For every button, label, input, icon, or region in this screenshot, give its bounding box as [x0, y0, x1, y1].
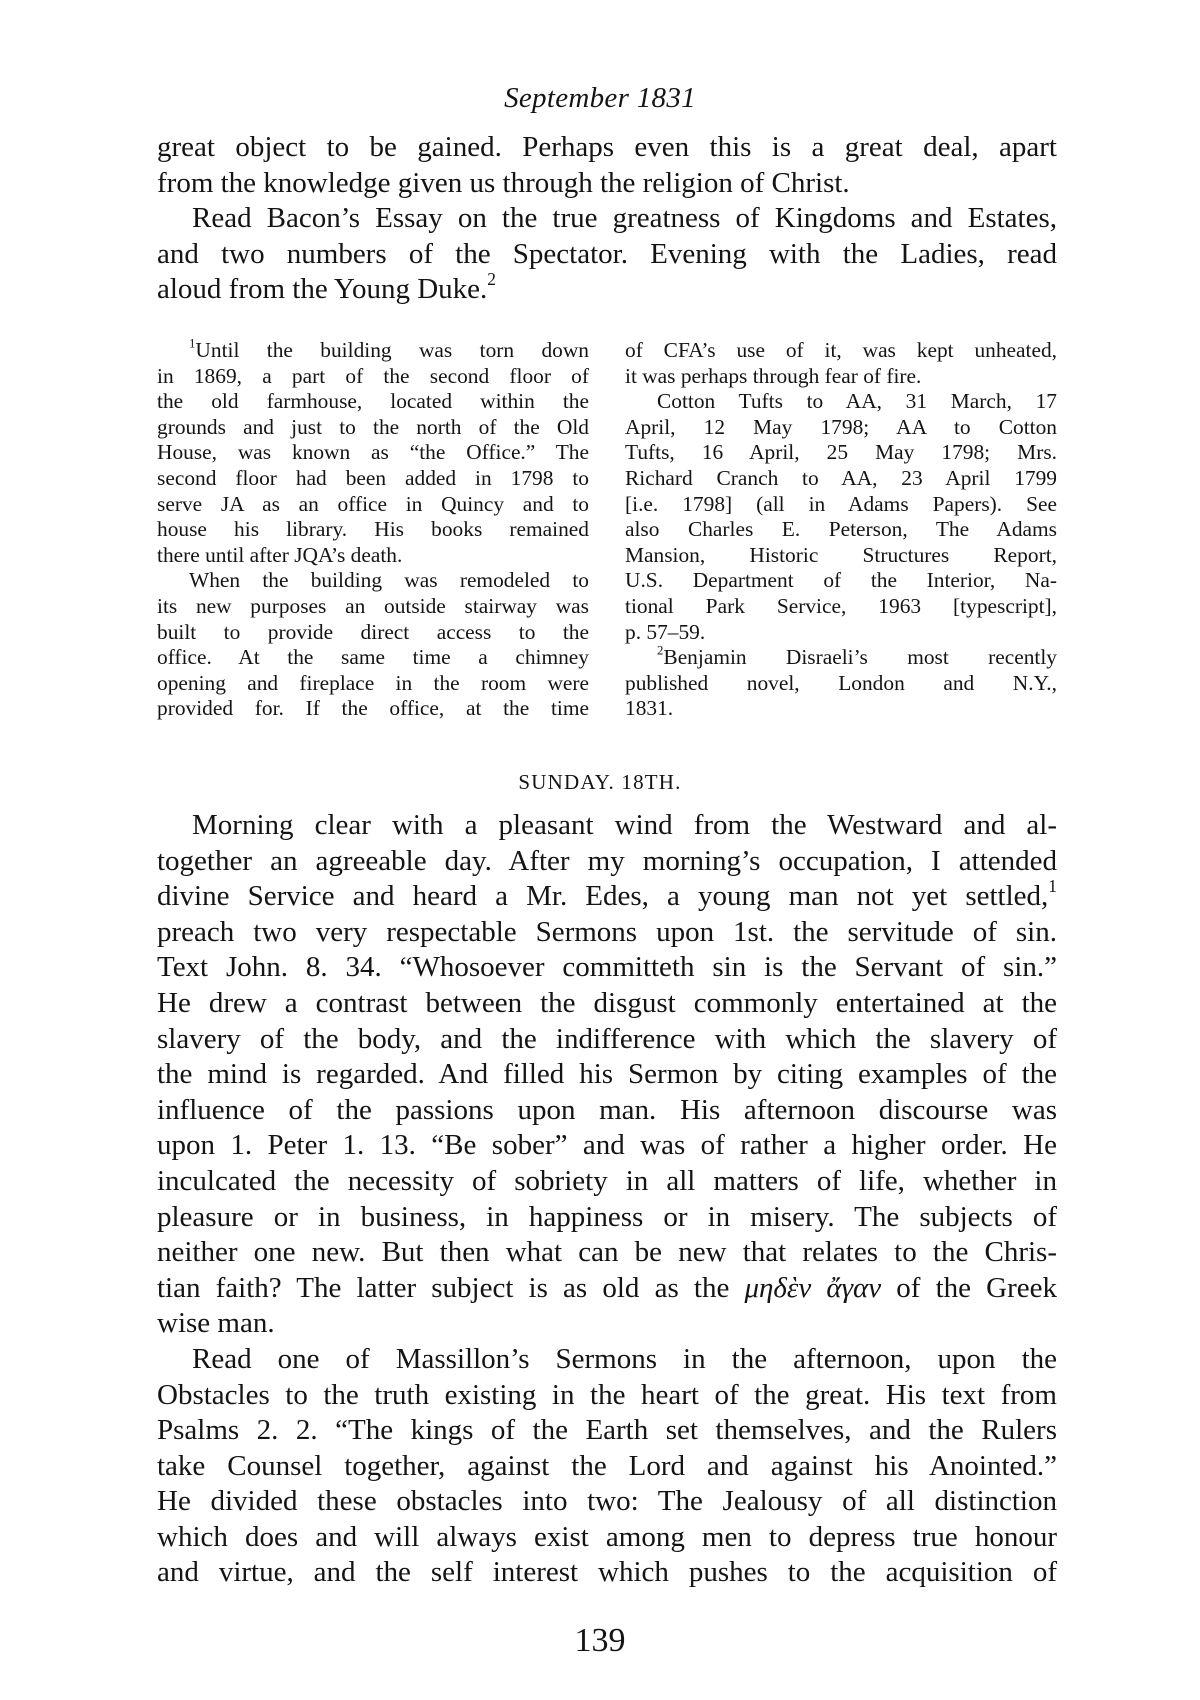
text-line [157, 876, 1057, 915]
text-line: preach two very respectable Sermons upon 1st. the servitude of sin. [157, 915, 1057, 948]
footnote-line: office. At the same time a chimney [157, 645, 589, 670]
page-number: 139 [574, 1622, 626, 1659]
text-line: Text John. 8. 34. “Whosoever committeth sin is the Servant of sin.” [157, 951, 1057, 984]
text-line-content: aloud from the Young Duke. [157, 273, 488, 306]
footnote-line: serve JA as an office in Quincy and to [157, 491, 589, 516]
footnote-line: [i.e. 1798] (all in Adams Papers). See [625, 491, 1057, 516]
footnote-line: When the building was remodeled to [189, 568, 589, 593]
footnote-line-content: Benjamin Disraeli’s most recently [663, 645, 1057, 670]
footnote-line: House, was known as “the Office.” The [157, 440, 589, 465]
text-line: wise man. [157, 1307, 275, 1340]
text-line: Obstacles to the truth existing in the heart of the great. His text from [157, 1378, 1057, 1411]
text-line: Morning clear with a pleasant wind from the Westward and al- [192, 809, 1057, 841]
footnote-line: it was perhaps through fear of fire. [625, 363, 922, 388]
footnote-line: Mansion, Historic Structures Report, [625, 542, 1057, 567]
text-line: neither one new. But then what can be new that relates to the Chris- [157, 1236, 1057, 1269]
footnote-line: in 1869, a part of the second floor of [157, 363, 589, 388]
text-line: Read one of Massillon’s Sermons in the afternoon, upon the [192, 1342, 1057, 1375]
text-line: which does and will always exist among men to depress true honour [157, 1520, 1057, 1553]
text-line [157, 269, 1057, 308]
footnote-line: grounds and just to the north of the Old [157, 414, 589, 439]
footnote-line [625, 645, 1057, 671]
text-line-content: tian faith? The latter subject is as old as the [157, 1271, 730, 1304]
footnote-line: U.S. Department of the Interior, Na- [625, 568, 1057, 593]
footnote-line: 1831. [625, 696, 674, 721]
entry-body [157, 808, 1057, 1591]
running-head: September 1831 [504, 82, 696, 114]
text-line: He divided these obstacles into two: The Jealousy of all distinction [157, 1485, 1057, 1518]
footnote-line: provided for. If the office, at the time [157, 696, 589, 721]
footnote-marker: 2 [657, 643, 664, 658]
greek-phrase: μηδὲν ἄγαν [744, 1271, 882, 1304]
text-line: from the knowledge given us through the religion of Christ. [157, 166, 850, 199]
footnote-line-content: Until the building was torn down [195, 338, 589, 362]
text-line: pleasure or in business, in happiness or in misery. The subjects of [157, 1200, 1057, 1233]
text-line: upon 1. Peter 1. 13. “Be sober” and was of rather a higher order. He [157, 1129, 1057, 1162]
text-line: the mind is regarded. And filled his Sermon by citing examples of the [157, 1058, 1057, 1091]
footnote-line: Cotton Tufts to AA, 31 March, 17 [657, 389, 1057, 414]
footnote-line: the old farmhouse, located within the [157, 389, 589, 414]
text-line: and virtue, and the self interest which pushes to the acquisition of [157, 1556, 1057, 1589]
footnote-line: published novel, London and N.Y., [625, 670, 1057, 695]
footnote-line: house his library. His books remained [157, 517, 589, 542]
footnote-reference: 1 [1048, 876, 1057, 897]
footnote-line: built to provide direct access to the [157, 619, 589, 644]
footnote-line: there until after JQA’s death. [157, 542, 403, 567]
text-line: Read Bacon’s Essay on the true greatness of Kingdoms and Estates, [192, 202, 1057, 235]
footnote-line: tional Park Service, 1963 [typescript], [625, 593, 1057, 618]
footnote-line: its new purposes an outside stairway was [157, 593, 589, 618]
entry-heading: SUNDAY. 18TH. [518, 770, 682, 794]
footnote-line: opening and fireplace in the room were [157, 670, 589, 695]
text-line-content: divine Service and heard a Mr. Edes, a young man not yet settled, [157, 880, 1049, 913]
text-line: great object to be gained. Perhaps even this is a great deal, apart [157, 131, 1057, 163]
footnote-line: of CFA’s use of it, was kept unheated, [625, 338, 1057, 362]
top-paragraphs [157, 130, 1057, 308]
footnote-line: also Charles E. Peterson, The Adams [625, 517, 1057, 542]
footnote-line: Richard Cranch to AA, 23 April 1799 [625, 465, 1057, 490]
footnote-line: second floor had been added in 1798 to [157, 465, 589, 490]
text-line: influence of the passions upon man. His afternoon discourse was [157, 1093, 1057, 1126]
text-line: and two numbers of the Spectator. Evening with the Ladies, read [157, 237, 1057, 270]
text-line: He drew a contrast between the disgust commonly entertained at the [157, 986, 1057, 1019]
text-line: inculcated the necessity of sobriety in all matters of life, whether in [157, 1164, 1057, 1197]
footnotes-right-column [625, 338, 1057, 722]
footnote-line: Tufts, 16 April, 25 May 1798; Mrs. [625, 440, 1057, 465]
text-line: Psalms 2. 2. “The kings of the Earth set themselves, and the Rulers [157, 1414, 1057, 1447]
footnote-line: p. 57–59. [625, 619, 706, 644]
text-line-content: of the Greek [896, 1271, 1058, 1304]
text-line: together an agreeable day. After my morning’s occupation, I attended [157, 844, 1057, 877]
text-line: take Counsel together, against the Lord and against his Anointed.” [157, 1449, 1057, 1482]
text-line: slavery of the body, and the indifference with which the slavery of [157, 1022, 1057, 1055]
footnotes-left-column [157, 338, 589, 722]
footnote-reference: 2 [487, 269, 496, 290]
text-line [157, 1271, 1057, 1307]
footnote-line [157, 338, 589, 364]
footnote-line: April, 12 May 1798; AA to Cotton [625, 414, 1057, 439]
footnote-marker: 1 [189, 336, 196, 351]
